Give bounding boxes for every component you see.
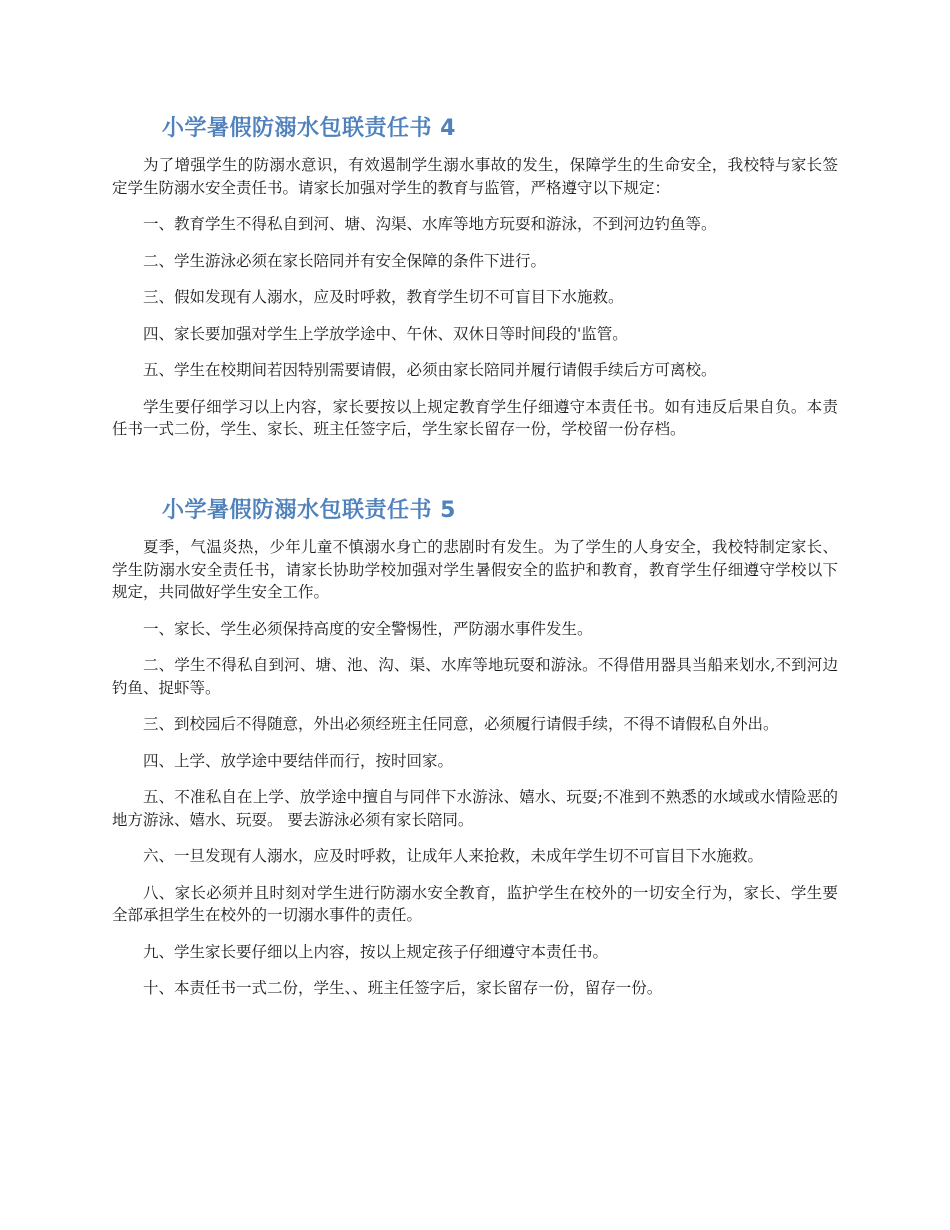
section-title: 小学暑假防溺水包联责任书 4 bbox=[162, 116, 456, 141]
rule-1-paragraph: 一、教育学生不得私自到河、塘、沟渠、水库等地方玩耍和游泳，不到河边钓鱼等。 bbox=[143, 215, 717, 233]
closing-paragraph: 学生要仔细学习以上内容，家长要按以上规定教育学生仔细遵守本责任书。如有违反后果自负。本责任书一式二份，学生、家长、班主任签字后，学生家长留存一份，学校留一份存档。 bbox=[112, 397, 838, 438]
rule-4-paragraph: 四、家长要加强对学生上学放学途中、午休、双休日等时间段的'监管。 bbox=[143, 324, 628, 343]
rule-8-paragraph: 八、家长必须并且时刻对学生进行防溺水安全教育，监护学生在校外的一切安全行为，家长、学生要全部承担学生在校外的一切溺水事件的责任。 bbox=[112, 883, 838, 924]
rule-5-paragraph: 五、不准私自在上学、放学途中擅自与同伴下水游泳、嬉水、玩耍;不准到不熟悉的水域或水情险恶的地方游泳、嬉水、玩耍。 要去游泳必须有家长陪同。 bbox=[112, 788, 838, 829]
section-title: 小学暑假防溺水包联责任书 5 bbox=[162, 498, 456, 523]
rule-4-paragraph: 四、上学、放学途中要结伴而行，按时回家。 bbox=[143, 751, 454, 770]
rule-1-paragraph: 一、家长、学生必须保持高度的安全警惕性，严防溺水事件发生。 bbox=[143, 619, 593, 638]
section-responsibility-letter-4 bbox=[112, 114, 838, 455]
section-responsibility-letter-5 bbox=[112, 496, 838, 1014]
intro-paragraph: 为了增强学生的防溺水意识，有效遏制学生溺水事故的发生，保障学生的生命安全，我校特与家长签定学生防溺水安全责任书。请家长加强对学生的教育与监管，严格遵守以下规定： bbox=[112, 156, 838, 197]
rule-2-paragraph: 二、学生不得私自到河、塘、池、沟、渠、水库等地玩耍和游泳。不得借用器具当船来划水,不到河边钓鱼、捉虾等。 bbox=[112, 656, 838, 697]
rule-2-paragraph: 二、学生游泳必须在家长陪同并有安全保障的条件下进行。 bbox=[143, 251, 547, 270]
rule-10-paragraph: 十、本责任书一式二份，学生、、班主任签字后，家长留存一份，留存一份。 bbox=[143, 979, 663, 997]
rule-5-paragraph: 五、学生在校期间若因特别需要请假，必须由家长陪同并履行请假手续后方可离校。 bbox=[143, 361, 717, 379]
intro-paragraph: 夏季，气温炎热，少年儿童不慎溺水身亡的悲剧时有发生。为了学生的人身安全，我校特制定家长、学生防溺水安全责任书，请家长协助学校加强对学生暑假安全的监护和教育，教育学生仔细遵守学校以下规定，共同做好学生安全工作。 bbox=[112, 538, 838, 601]
rule-3-paragraph: 三、假如发现有人溺水，应及时呼救，教育学生切不可盲目下水施救。 bbox=[143, 288, 624, 306]
rule-3-paragraph: 三、到校园后不得随意，外出必须经班主任同意，必须履行请假手续，不得不请假私自外出。 bbox=[143, 715, 779, 733]
rule-6-paragraph: 六、一旦发现有人溺水，应及时呼救，让成年人来抢救，未成年学生切不可盲目下水施救。 bbox=[143, 847, 764, 865]
rule-9-paragraph: 九、学生家长要仔细以上内容，按以上规定孩子仔细遵守本责任书。 bbox=[143, 942, 609, 961]
